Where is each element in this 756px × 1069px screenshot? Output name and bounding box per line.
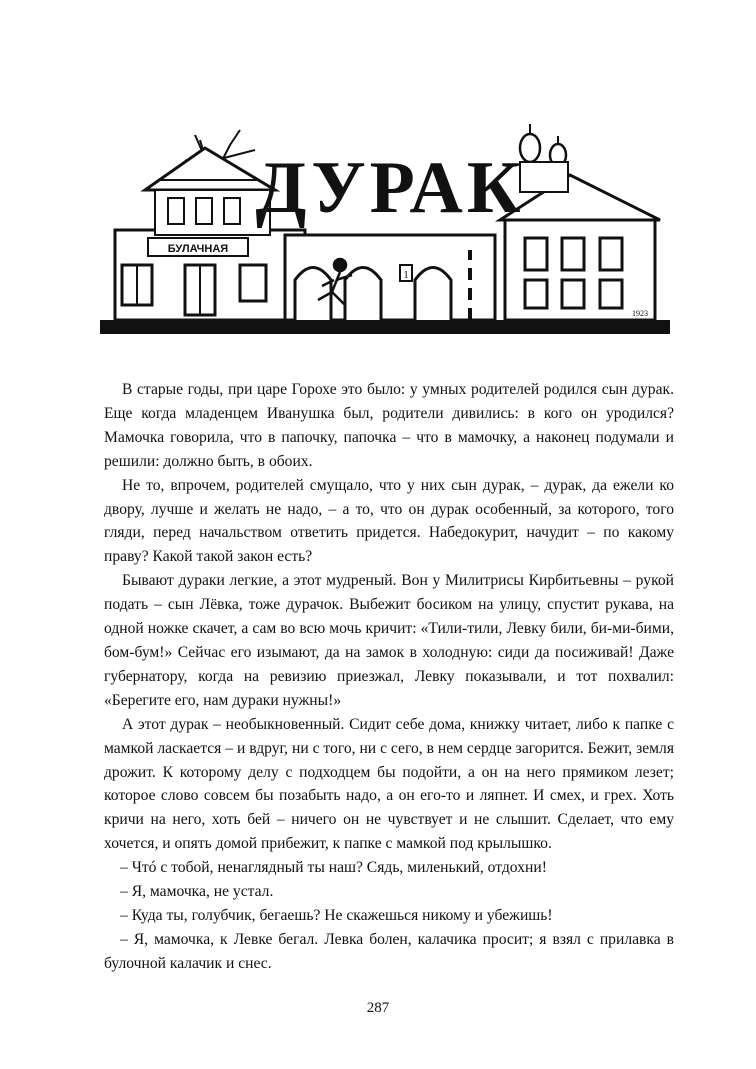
dialog-line: – Куда ты, голубчик, бегаешь? Не скажешься никому и убежишь! — [120, 906, 553, 924]
artist-signature: 1923 — [632, 309, 648, 318]
shop-sign: БУЛАЧНАЯ — [167, 243, 229, 255]
dialog-line: – Чтó с тобой, ненаглядный ты наш? Сядь, миленький, отдохни! — [120, 859, 547, 877]
paragraph: Не то, впрочем, родителей смущало, что у них сын дурак, – дурак, да ежели ко двору, лучше и желать не надо, – а то, что он дурак особенный, за которого, того гляди, перед начальством ответить придется. Набедокурит, начудит – по какому праву? Какой такой закон есть? — [104, 476, 674, 566]
paragraph: В старые годы, при царе Горохе это было: у умных родителей родился сын дурак. Еще когда младенцем Иванушка был, родители дивились: в кого он уродился? Мамочка говорила, что в папочку, папочка – что в мамочку, а наконец подумали и решили: должно быть, в обоих. — [104, 381, 674, 470]
paragraph: Бывают дураки легкие, а этот мудреный. Вон у Милитрисы Кирбитьевны – рукой подать – сын Лёвка, тоже дурачок. Выбежит босиком на улицу, спустит рукава, на одной ножке скачет, а сам во всю мочь кричит: «Тили-тили, Левку били, би-ми-бими, бом-бум!» Сейчас его изымают, да на замок в холодную: сиди да посиживай! Даже губернатору, когда на ревизию приезжал, Левку показывали, и тот похвалил: «Берегите его, нам дураки нужны!» — [104, 572, 674, 709]
door-number: 1 — [403, 269, 409, 281]
page-number: 287 — [366, 1000, 390, 1016]
title-illustration — [100, 120, 670, 345]
dialog-line: – Я, мамочка, не устал. — [120, 883, 274, 901]
dialog-line: – Я, мамочка, к Левке бегал. Левка болен, калачика просит; я взял с прилавка в булочной калачик и снес. — [104, 930, 674, 972]
title: ДУРАК — [255, 147, 525, 229]
arcade-building — [285, 235, 495, 320]
chapter-text — [104, 378, 674, 976]
ground-line — [100, 320, 670, 334]
paragraph: А этот дурак – необыкновенный. Сидит себе дома, книжку читает, либо к папке с мамкой ласкается – и вдруг, ни с того, ни с сего, в нем сердце загорится. Бежит, земля дрожит. К которому делу с подходцем бы подойти, а он на него прямиком лезет; которое слово совсем бы позабыть надо, а он его-то и ляпнет. И смех, и грех. Хоть кричи на него, хоть бей – ничего он не чувствует и не слышит. Сделает, что ему хочется, и опять домой прибежит, к папке с мамкой под крылышко. — [104, 715, 674, 853]
